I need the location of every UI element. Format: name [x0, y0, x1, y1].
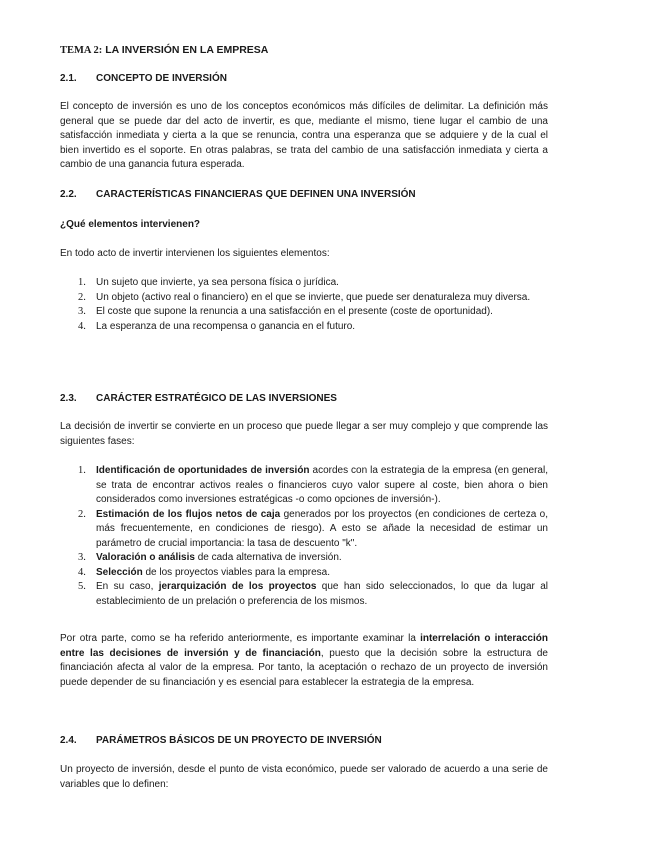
- paragraph-elementos-intro: En todo acto de invertir intervienen los siguientes elementos:: [60, 248, 330, 259]
- document-title: TEMA 2: LA INVERSIÓN EN LA EMPRESA: [60, 44, 269, 56]
- list-item: 4. Selección de los proyectos viables para la empresa.: [78, 566, 331, 578]
- paragraph-interrelacion: Por otra parte, como se ha referido anteriormente, es importante examinar la interrelación o interacción entre las decisiones de inversión y de financiación, puesto que la decisión sobre la estructura de financiación afecta al valor de la empresa. Por tanto, la aceptación o rechazo de un proyecto de inversión puede depender de su financiación y es esencial para establecer la estrategia de la empresa.: [60, 633, 548, 688]
- section-heading-2-4: 2.4. PARÁMETROS BÁSICOS DE UN PROYECTO DE INVERSIÓN: [60, 735, 382, 746]
- list-item: 1. Un sujeto que invierte, ya sea persona física o jurídica.: [78, 277, 339, 288]
- phases-list: [60, 464, 548, 609]
- paragraph-concepto: El concepto de inversión es uno de los conceptos económicos más difíciles de delimitar. La definición más general que se puede dar del acto de invertir, es que, mediante el mismo, tiene lugar el cambio de una satisfacción inmediata y cierta a la que se renuncia, contra una esperanza que se adquiere y de la cual el bien invertido es el soporte. En otras palabras, se trata del cambio de una satisfacción inmediata y cierta a cambio de una ganancia futura esperada.: [60, 101, 548, 170]
- elements-list: [60, 276, 548, 334]
- list-item: 3. Valoración o análisis de cada alternativa de inversión.: [78, 552, 342, 563]
- section-heading-2-1: 2.1. CONCEPTO DE INVERSIÓN: [60, 73, 227, 84]
- list-item: 4. La esperanza de una recompensa o ganancia en el futuro.: [78, 320, 356, 332]
- list-item: 2. Estimación de los flujos netos de caja generados por los proyectos (en condiciones de certeza o, más frecuentemente, en condiciones de riesgo). A esto se añade la necesidad de estimar un parámetro de crucial importancia: la tasa de descuento "k".: [78, 508, 548, 549]
- list-item: 5. En su caso, jerarquización de los proyectos que han sido seleccionados, lo que da lugar al establecimiento de un prelación o preferencia de los mismos.: [78, 581, 548, 607]
- section-heading-2-3: 2.3. CARÁCTER ESTRATÉGICO DE LAS INVERSIONES: [60, 393, 337, 404]
- list-item: 1. Identificación de oportunidades de inversión acordes con la estrategia de la empresa (en general, se trata de encontrar activos reales o financieros cuyo valor supere al coste, bien ahora o bien considerados como inversiones estratégicas -o como opciones de inversión-).: [78, 465, 548, 505]
- paragraph-proceso-intro: La decisión de invertir se convierte en un proceso que puede llegar a ser muy complejo y que comprende las siguientes fases:: [60, 421, 548, 447]
- subheading-question: ¿Qué elementos intervienen?: [60, 219, 201, 230]
- paragraph-parametros: Un proyecto de inversión, desde el punto de vista económico, puede ser valorado de acuerdo a una serie de variables que lo definen:: [60, 764, 548, 790]
- list-item: 3. El coste que supone la renuncia a una satisfacción en el presente (coste de oportunidad).: [78, 306, 493, 317]
- section-heading-2-2: 2.2. CARACTERÍSTICAS FINANCIERAS QUE DEFINEN UNA INVERSIÓN: [60, 189, 416, 200]
- list-item: 2. Un objeto (activo real o financiero) en el que se invierte, que puede ser denaturaleza muy diversa.: [78, 291, 531, 303]
